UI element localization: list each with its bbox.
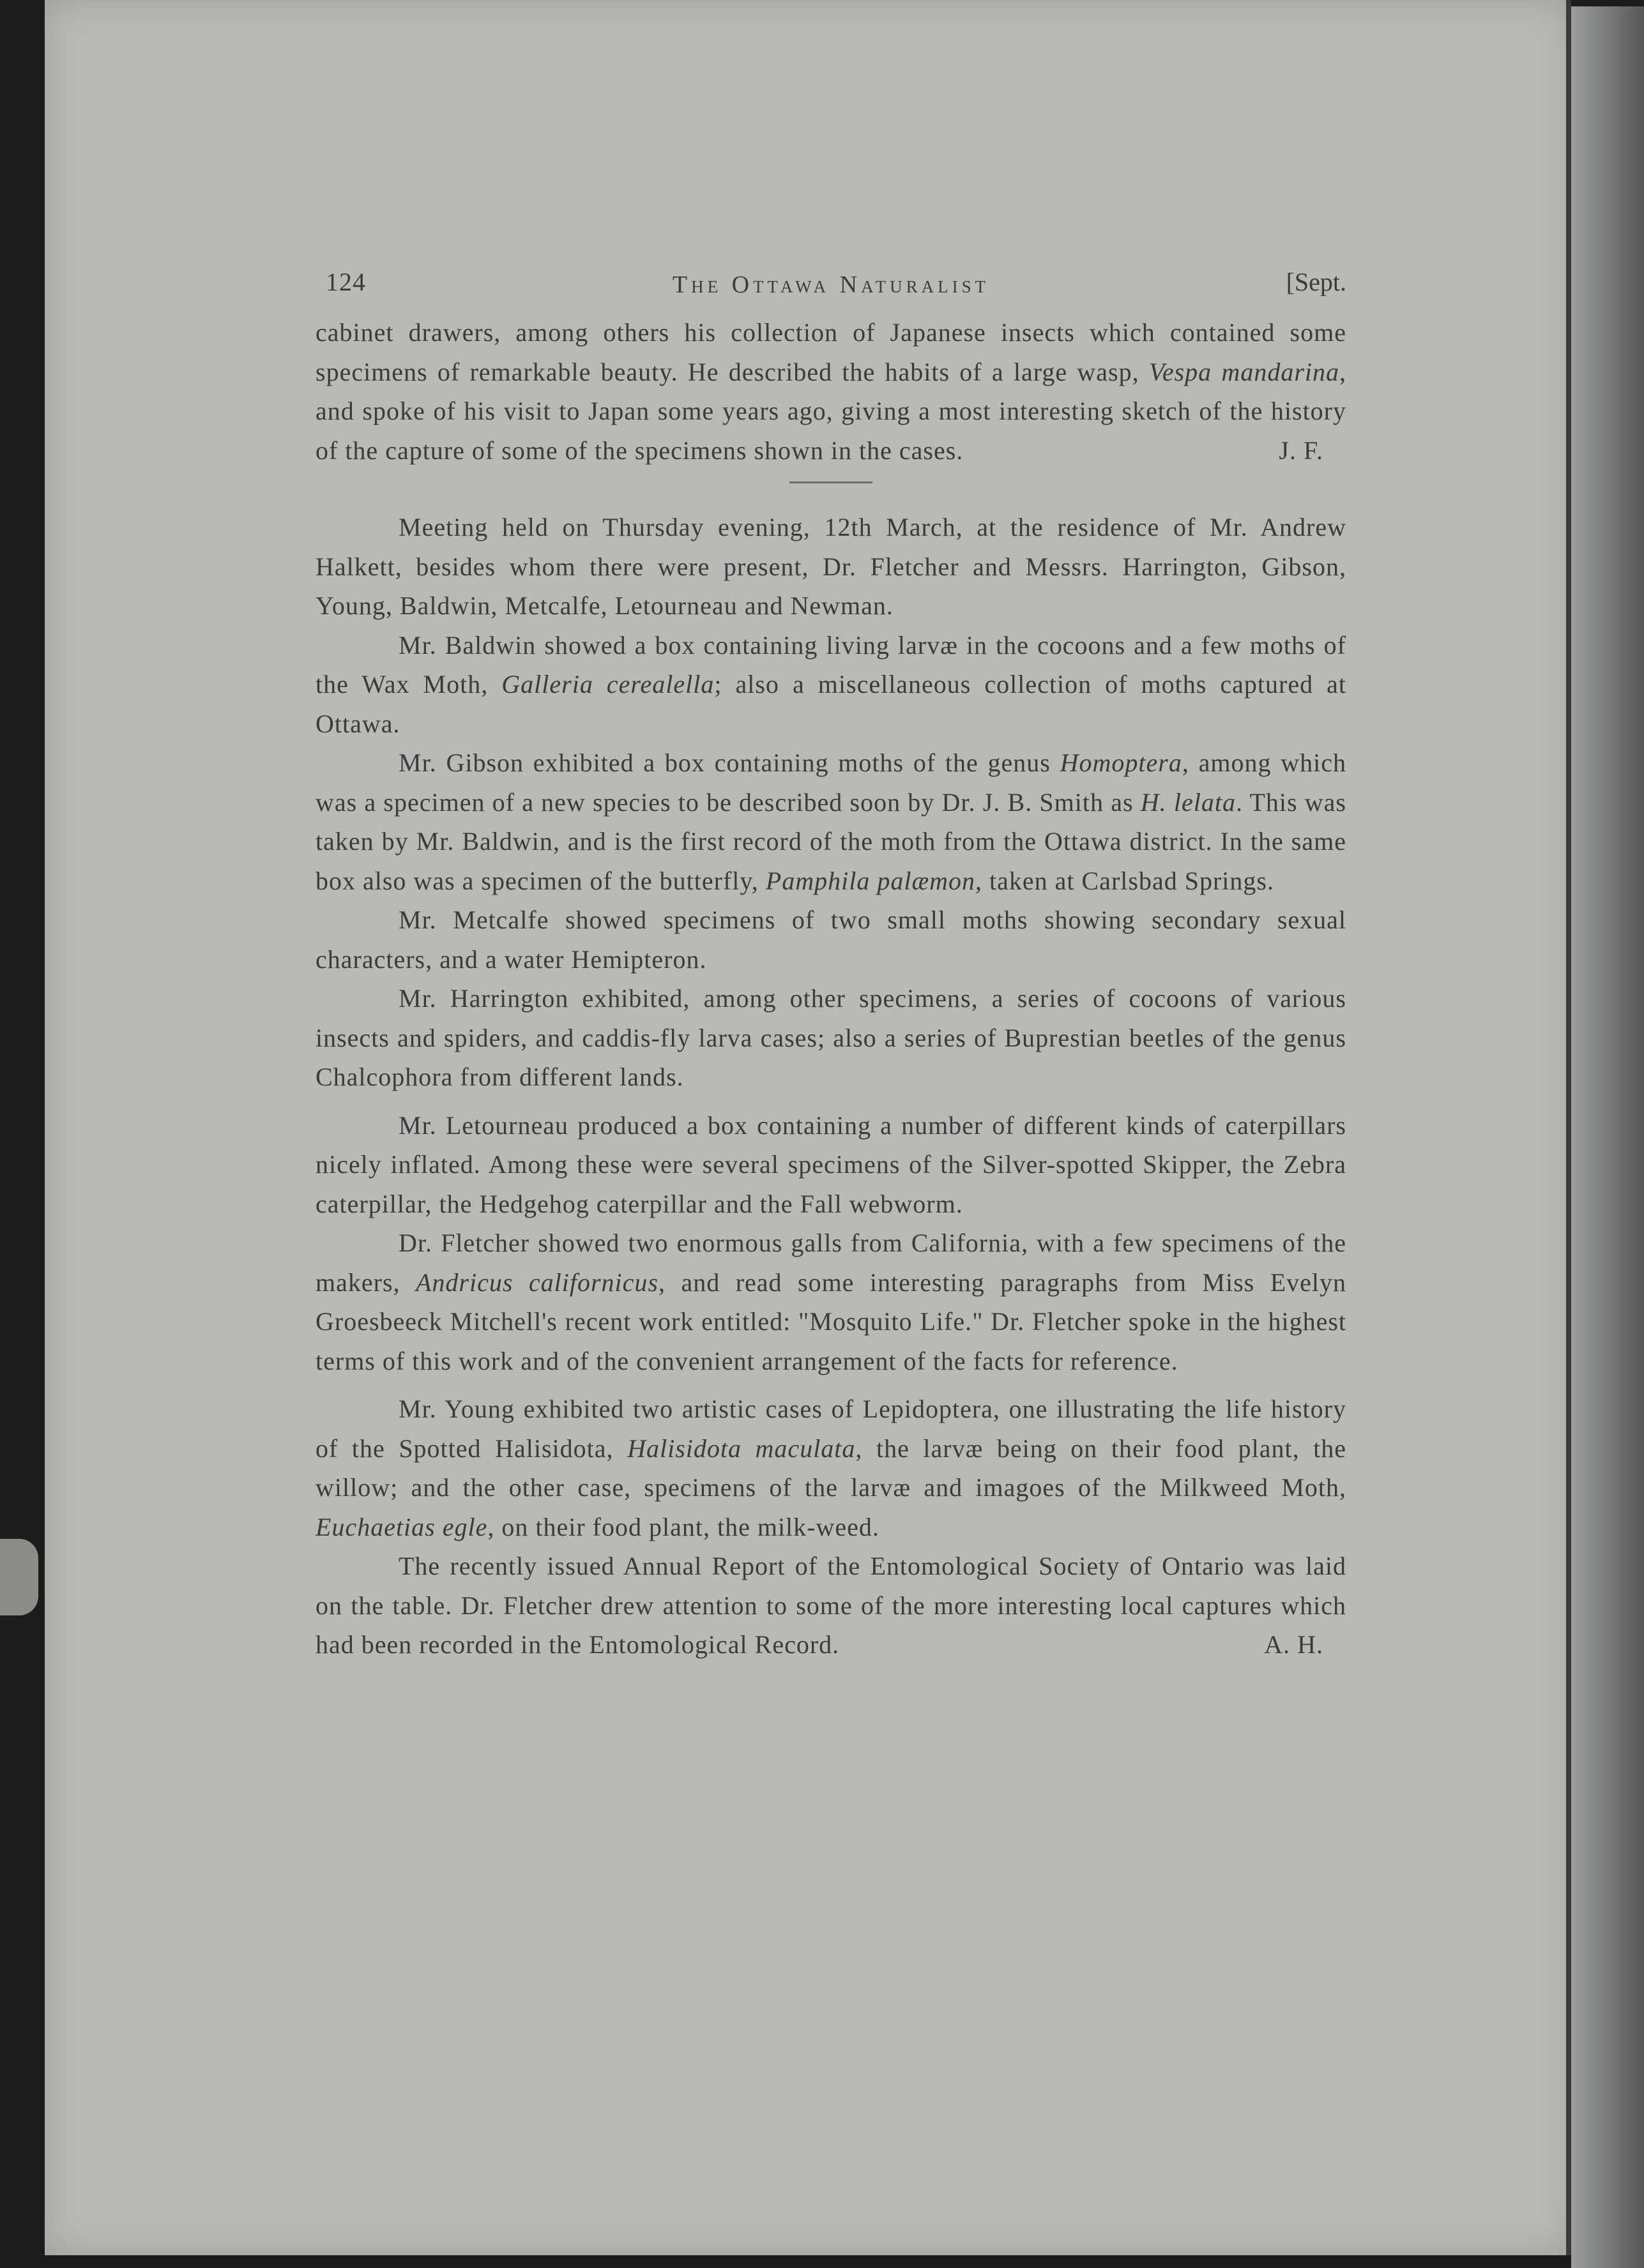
annual-report-paragraph [316,1546,1346,1665]
paragraph-gap [316,1097,1346,1106]
running-header [316,255,1346,313]
text-run: , and read some interesting paragraphs from Miss Evelyn Groesbeeck Mitchell's recent work entitled: "Mosquito Life." Dr. Fletcher spoke in the highest terms of this work and of the convenient arrangement of the facts for reference. [316,1267,1346,1375]
text-run: , and spoke of his visit to Japan some years ago, giving a most interesting sketch of the history of the capture of some of the specimens shown in the cases. [316,357,1346,465]
species-name: Andricus californicus [415,1267,658,1297]
page-edge-shadow [1566,0,1571,2255]
text-run: . This was taken by Mr. Baldwin, and is the first record of the moth from the Ottawa district. In the same box also was a specimen of the butterfly, [316,787,1346,895]
species-name: Pamphila palæmon [765,866,976,895]
text-run: , the larvæ being on their food plant, the willow; and the other case, specimens of the larvæ and imagoes of the Milkweed Moth, [316,1433,1346,1502]
text-run: ; also a miscellaneous collection of moths captured at Ottawa. [316,670,1347,738]
text-run: Dr. Fletcher showed two enormous galls from California, with a few specimens of the makers, [316,1228,1346,1297]
text-run: Mr. Baldwin showed a box containing living larvæ in the cocoons and a few moths of the Wax Moth, [316,630,1346,699]
report-signature: J. F. [1279,435,1323,465]
running-title: The Ottawa Naturalist [672,271,990,298]
paragraph-gap [316,1380,1346,1389]
text-run: The recently issued Annual Report of the Entomological Society of Ontario was laid on the table. Dr. Fletcher drew attention to some of the more interesting local captures which had been recorded in the Entomological Record. [316,1552,1346,1659]
report-continuation-paragraph [316,313,1346,470]
report-signature: A. H. [1264,1630,1323,1659]
section-divider [789,481,872,483]
young-paragraph [316,1389,1346,1546]
gibson-paragraph [316,743,1346,900]
issue-month: [Sept. [1286,268,1346,296]
harrington-paragraph: Mr. Harrington exhibited, among other specimens, a series of cocoons of various insects and spiders, and caddis-fly larva cases; also a series of Buprestian beetles of the genus Chalcophora from different lands. [316,984,1346,1091]
meeting-paragraph: Meeting held on Thursday evening, 12th March, at the residence of Mr. Andrew Halkett, besides whom there were present, Dr. Fletcher and Messrs. Harrington, Gibson, Young, Baldwin, Metcalfe, Letourneau and Newman. [316,513,1346,620]
text-run: Mr. Young exhibited two artistic cases of Lepidoptera, one illustrating the life history of the Spotted Halisidota, [316,1395,1346,1463]
species-name: Euchaetias egle [316,1512,488,1541]
species-name: H. lelata [1140,787,1236,817]
species-name: Halisidota maculata [627,1433,856,1463]
species-name: Vespa mandarina [1148,357,1339,386]
page-text-block [316,255,1346,1665]
fletcher-paragraph [316,1223,1346,1380]
text-run: , taken at Carlsbad Springs. [975,866,1274,895]
text-run: cabinet drawers, among others his collection of Japanese insects which contained some specimens of remarkable beauty. He described the habits of a large wasp, [316,318,1346,386]
text-run: , among which was a specimen of a new species to be described soon by Dr. J. B. Smith as [316,748,1347,817]
metcalfe-paragraph: Mr. Metcalfe showed specimens of two small moths showing secondary sexual characters, and a water Hemipteron. [316,905,1346,974]
book-spine-edge [1571,6,1644,2268]
text-run: Mr. Gibson exhibited a box containing moths of the genus [399,748,1060,777]
species-name: Galleria cerealella [501,670,715,699]
baldwin-paragraph [316,626,1346,744]
letourneau-paragraph: Mr. Letourneau produced a box containing a number of different kinds of caterpillars nicely inflated. Among these were several specimens of the Silver-spotted Skipper, the Zebra caterpillar, the Hedgehog caterpillar and the Fall webworm. [316,1110,1346,1218]
page-number: 124 [326,268,366,296]
species-name: Homoptera [1060,748,1182,777]
binding-tab [0,1539,38,1615]
text-run: , on their food plant, the milk-weed. [487,1512,879,1541]
